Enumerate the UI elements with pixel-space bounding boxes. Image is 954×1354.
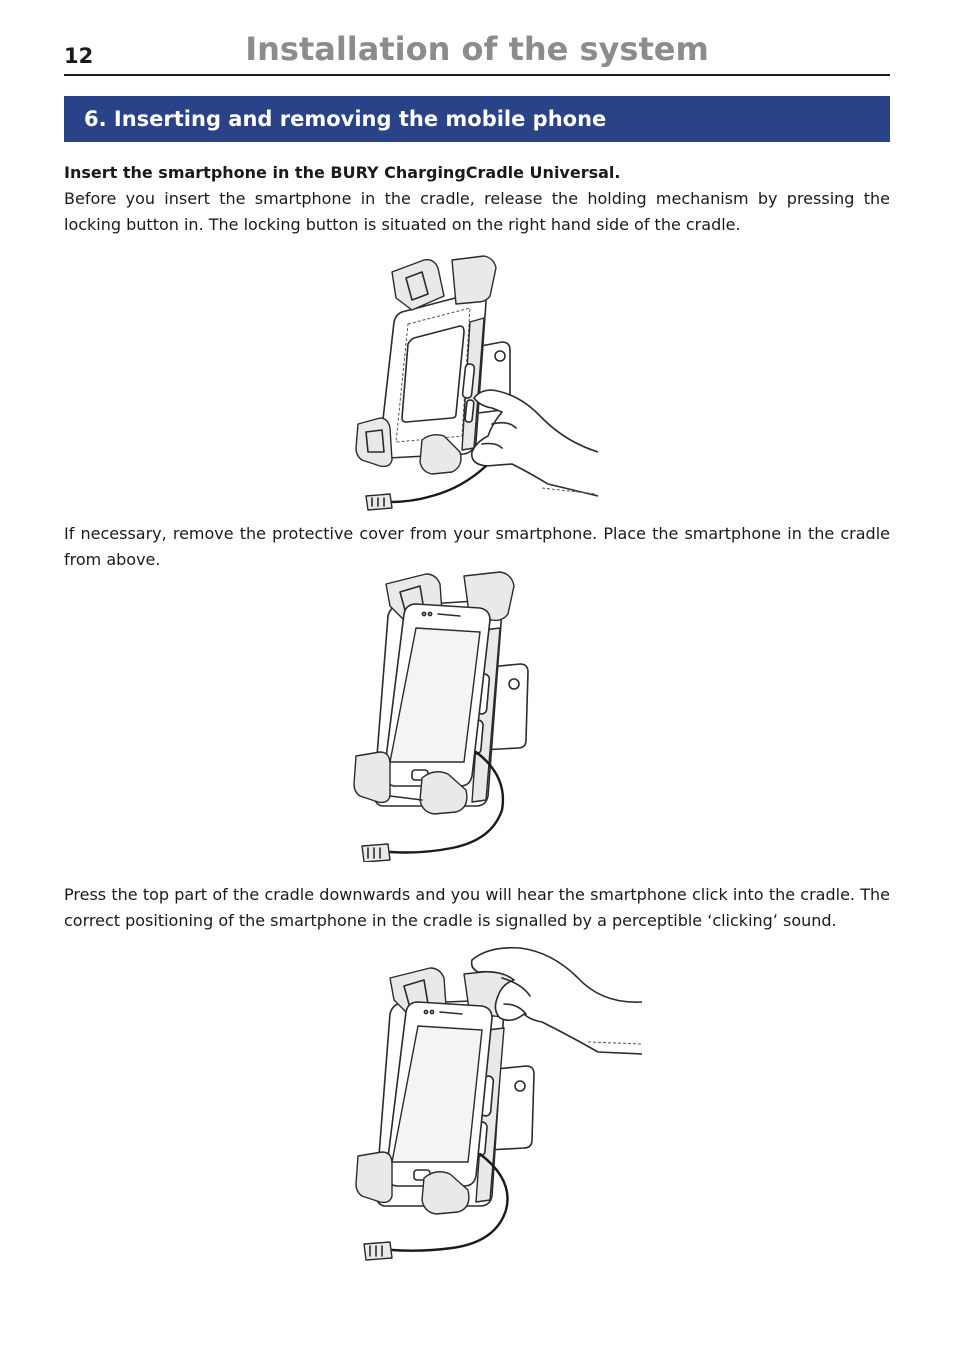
section-heading-bar	[64, 96, 890, 142]
page-number: 12	[64, 44, 94, 68]
paragraph-click-into-place: Press the top part of the cradle downwards and you will hear the smartphone click into the cradle. The correct positioning of the smartphone in the cradle is signalled by a perceptible ‘clicking’ sound.	[64, 885, 890, 930]
page-title: Installation of the system	[245, 30, 709, 68]
section-heading: 6. Inserting and removing the mobile phone	[84, 107, 607, 131]
paragraph-release-mechanism: Before you insert the smartphone in the cradle, release the holding mechanism by pressing the locking button in. The locking button is situated on the right hand side of the cradle.	[64, 189, 890, 234]
page-header	[64, 28, 890, 76]
illustration-press-top-down	[352, 944, 648, 1264]
illustration-press-locking-button	[352, 252, 602, 512]
paragraph-remove-cover: If necessary, remove the protective cover from your smartphone. Place the smartphone in the cradle from above.	[64, 524, 890, 569]
instruction-subheading: Insert the smartphone in the BURY ChargingCradle Universal.	[64, 163, 621, 182]
illustration-place-phone	[352, 570, 542, 862]
